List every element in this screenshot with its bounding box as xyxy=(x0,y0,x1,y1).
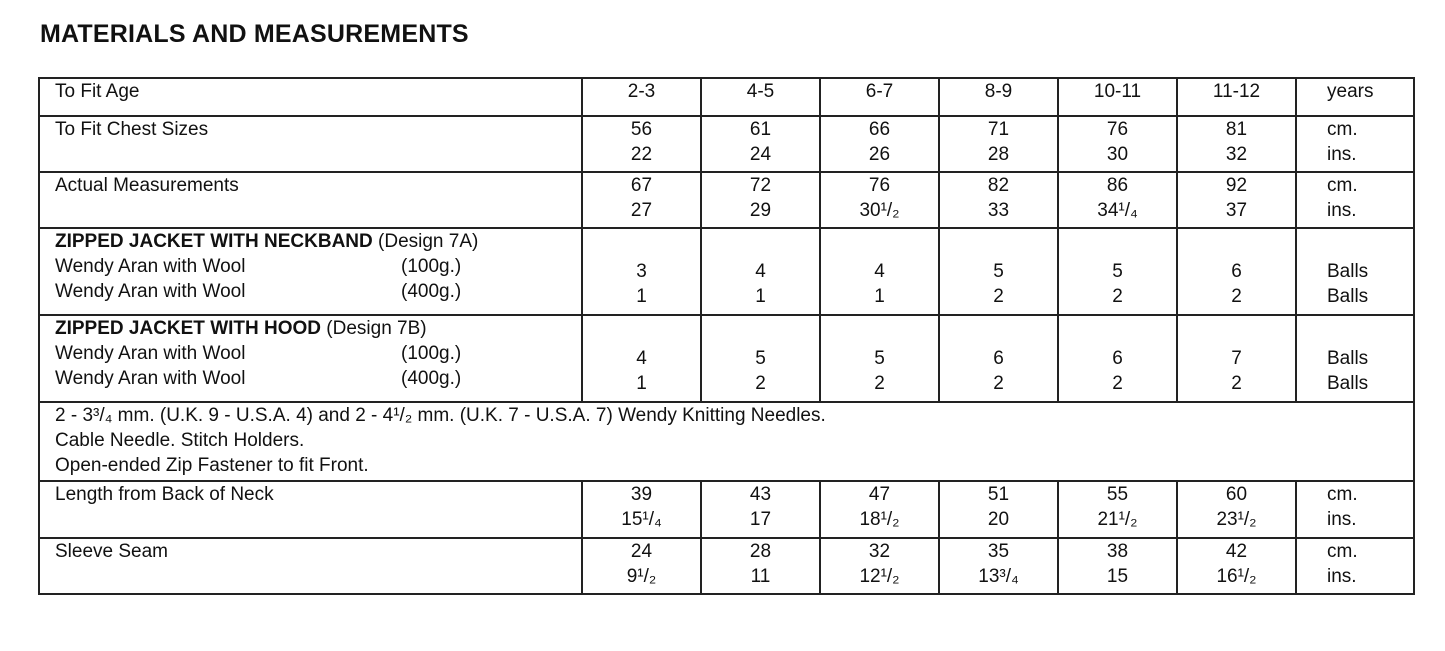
unit-cell: Balls Balls xyxy=(1296,315,1414,402)
design-code: (Design 7B) xyxy=(326,318,427,339)
value-cell: 86 34¹/₄ xyxy=(1058,172,1177,228)
value-cell: 60 23¹/₂ xyxy=(1177,481,1296,538)
table-row-actual xyxy=(39,172,1414,228)
value-cell: 76 30 xyxy=(1058,116,1177,172)
needles-cell xyxy=(39,402,1414,481)
materials-table xyxy=(38,77,1415,595)
design-label xyxy=(39,228,582,315)
row-label: To Fit Chest Sizes xyxy=(39,116,582,172)
value-cell: 4 1 xyxy=(582,315,701,402)
design-heading: ZIPPED JACKET WITH NECKBAND xyxy=(55,231,373,252)
value-cell: 61 24 xyxy=(701,116,820,172)
yarn-name: Wendy Aran with Wool xyxy=(55,256,246,277)
size-cell: 2-3 xyxy=(582,78,701,116)
page-title: MATERIALS AND MEASUREMENTS xyxy=(40,20,469,48)
needles-line: Open-ended Zip Fastener to fit Front. xyxy=(55,455,369,476)
table-row-age xyxy=(39,78,1414,116)
needles-line: Cable Needle. Stitch Holders. xyxy=(55,430,305,451)
value-cell: 6 2 xyxy=(1177,228,1296,315)
unit-cell: cm. ins. xyxy=(1296,172,1414,228)
value-cell: 76 30¹/₂ xyxy=(820,172,939,228)
value-cell: 67 27 xyxy=(582,172,701,228)
value-cell: 32 12¹/₂ xyxy=(820,538,939,594)
yarn-name: Wendy Aran with Wool xyxy=(55,343,246,364)
table-row-sleeve xyxy=(39,538,1414,594)
row-label: Length from Back of Neck xyxy=(39,481,582,538)
value-cell: 6 2 xyxy=(939,315,1058,402)
value-cell: 38 15 xyxy=(1058,538,1177,594)
value-cell: 5 2 xyxy=(820,315,939,402)
yarn-weight: (400g.) xyxy=(401,281,462,302)
value-cell: 5 2 xyxy=(1058,228,1177,315)
design-code: (Design 7A) xyxy=(378,231,479,252)
size-cell: 4-5 xyxy=(701,78,820,116)
yarn-weight: (400g.) xyxy=(401,368,462,389)
value-cell: 51 20 xyxy=(939,481,1058,538)
unit-cell: cm. ins. xyxy=(1296,481,1414,538)
unit-cell: Balls Balls xyxy=(1296,228,1414,315)
size-cell: 10-11 xyxy=(1058,78,1177,116)
design-label xyxy=(39,315,582,402)
value-cell: 43 17 xyxy=(701,481,820,538)
design-heading: ZIPPED JACKET WITH HOOD xyxy=(55,318,322,339)
yarn-name: Wendy Aran with Wool xyxy=(55,368,246,389)
value-cell: 5 2 xyxy=(701,315,820,402)
row-label: Sleeve Seam xyxy=(39,538,582,594)
unit-cell: cm. ins. xyxy=(1296,116,1414,172)
value-cell: 55 21¹/₂ xyxy=(1058,481,1177,538)
value-cell: 82 33 xyxy=(939,172,1058,228)
yarn-weight: (100g.) xyxy=(401,256,462,277)
value-cell: 24 9¹/₂ xyxy=(582,538,701,594)
value-cell: 4 1 xyxy=(701,228,820,315)
size-cell: 8-9 xyxy=(939,78,1058,116)
table-row-needles xyxy=(39,402,1414,481)
yarn-name: Wendy Aran with Wool xyxy=(55,281,246,302)
value-cell: 4 1 xyxy=(820,228,939,315)
value-cell: 71 28 xyxy=(939,116,1058,172)
value-cell: 56 22 xyxy=(582,116,701,172)
unit-cell: years xyxy=(1296,78,1414,116)
value-cell: 72 29 xyxy=(701,172,820,228)
yarn-weight: (100g.) xyxy=(401,343,462,364)
value-cell: 47 18¹/₂ xyxy=(820,481,939,538)
value-cell: 28 11 xyxy=(701,538,820,594)
value-cell: 66 26 xyxy=(820,116,939,172)
row-label: To Fit Age xyxy=(39,78,582,116)
value-cell: 92 37 xyxy=(1177,172,1296,228)
value-cell: 81 32 xyxy=(1177,116,1296,172)
table-row-design-7b xyxy=(39,315,1414,402)
value-cell: 7 2 xyxy=(1177,315,1296,402)
value-cell: 39 15¹/₄ xyxy=(582,481,701,538)
value-cell: 6 2 xyxy=(1058,315,1177,402)
table-row-length xyxy=(39,481,1414,538)
needles-line: 2 - 3³/₄ mm. (U.K. 9 - U.S.A. 4) and 2 - 4¹/₂ mm. (U.K. 7 - U.S.A. 7) Wendy Knitting Needles. xyxy=(55,405,826,426)
value-cell: 42 16¹/₂ xyxy=(1177,538,1296,594)
row-label: Actual Measurements xyxy=(39,172,582,228)
value-cell: 5 2 xyxy=(939,228,1058,315)
table-row-chest xyxy=(39,116,1414,172)
unit-cell: cm. ins. xyxy=(1296,538,1414,594)
value-cell: 3 1 xyxy=(582,228,701,315)
size-cell: 11-12 xyxy=(1177,78,1296,116)
table-row-design-7a xyxy=(39,228,1414,315)
size-cell: 6-7 xyxy=(820,78,939,116)
value-cell: 35 13³/₄ xyxy=(939,538,1058,594)
